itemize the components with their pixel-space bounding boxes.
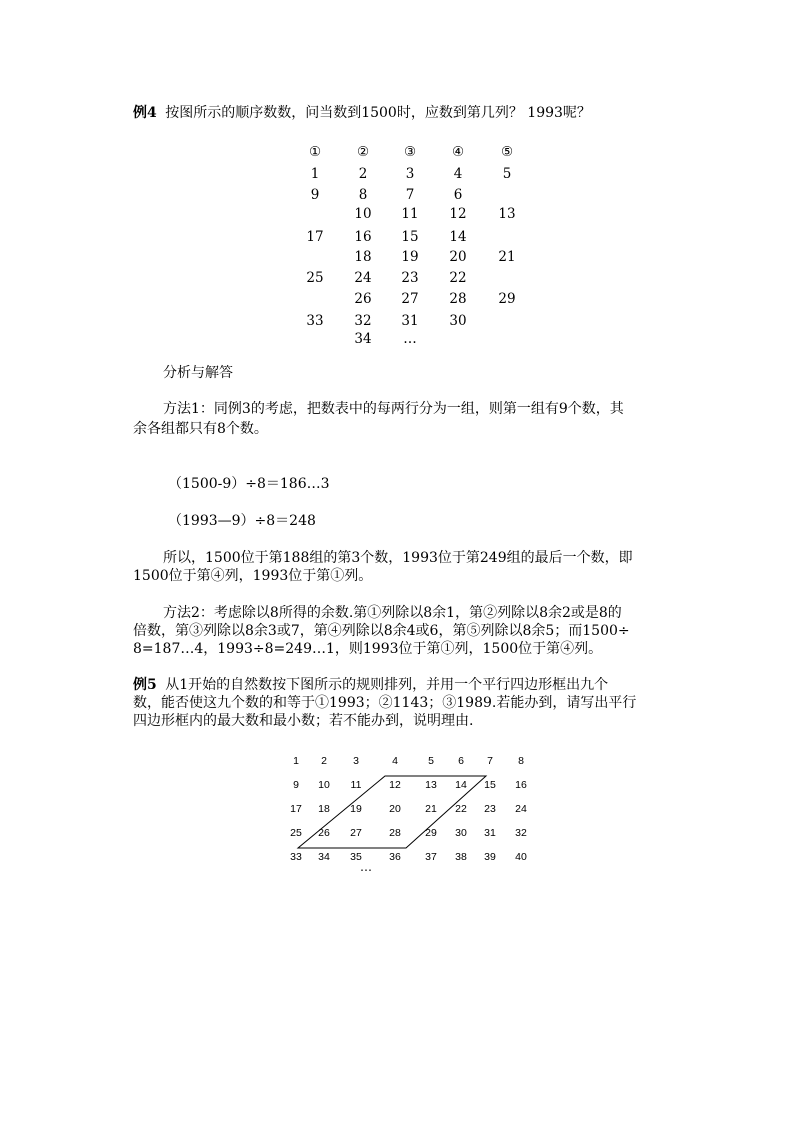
grid-cell: 7 <box>487 755 493 767</box>
table-cell: 13 <box>498 206 516 222</box>
grid-cell: 37 <box>425 851 437 863</box>
table-cell: 34 <box>354 331 372 347</box>
table-cell: 29 <box>498 291 516 307</box>
grid-cell: 34 <box>318 851 330 863</box>
table-cell: 33 <box>306 313 324 329</box>
grid-cell: 2 <box>321 755 327 767</box>
grid-cell: 17 <box>290 803 302 815</box>
example5-label: 例5 <box>133 677 157 693</box>
table-cell: 22 <box>449 270 467 286</box>
grid-cell: 40 <box>515 851 527 863</box>
example4-question: 按图所示的顺序数数，问当数到1500时，应数到第几列？ 1993呢？ <box>165 105 591 121</box>
grid-cell: 28 <box>389 827 401 839</box>
grid-cell: 9 <box>293 779 299 791</box>
grid-cell: 1 <box>293 755 299 767</box>
grid-cell: 23 <box>484 803 496 815</box>
example5-question-line-1: 从1开始的自然数按下图所示的规则排列，并用一个平行四边形框出九个 <box>165 677 609 693</box>
grid-cell: 30 <box>455 827 467 839</box>
table-cell: 4 <box>453 166 463 182</box>
table-cell: 5 <box>502 166 512 182</box>
grid-cell: 29 <box>425 827 437 839</box>
table-cell: 14 <box>449 229 467 245</box>
grid-cell: 31 <box>484 827 496 839</box>
grid-cell: 10 <box>318 779 330 791</box>
table-header-4: ④ <box>451 144 465 160</box>
method2-line-1: 方法2：考虑除以8所得的余数.第①列除以8余1，第②列除以8余2或是8的 <box>163 605 622 621</box>
table-cell: 9 <box>310 187 320 203</box>
table-cell: 23 <box>401 270 419 286</box>
table-cell: 6 <box>453 187 463 203</box>
example5-question-line-2: 数，能否使这九个数的和等于①1993；②1143；③1989.若能办到，请写出平行 <box>133 695 637 711</box>
formula-1: （1500-9）÷8＝186…3 <box>168 476 330 492</box>
table-cell: 30 <box>449 313 467 329</box>
analysis-title: 分析与解答 <box>163 365 233 381</box>
grid-cell: 33 <box>290 851 302 863</box>
grid-cell: 36 <box>389 851 401 863</box>
method1-line-2: 余各组都只有8个数。 <box>133 421 268 437</box>
grid-cell: 4 <box>392 755 398 767</box>
grid-cell: 25 <box>290 827 302 839</box>
table-cell: 26 <box>354 291 372 307</box>
table-cell: 31 <box>401 313 419 329</box>
table-cell: 25 <box>306 270 324 286</box>
table-header-1: ① <box>308 144 322 160</box>
table-cell: 1 <box>310 166 320 182</box>
conclusion-line-2: 1500位于第④列，1993位于第①列。 <box>133 568 373 584</box>
grid-cell: 11 <box>350 779 362 791</box>
grid-cell: 12 <box>389 779 401 791</box>
table-cell: 12 <box>449 206 467 222</box>
table-cell: 20 <box>449 249 467 265</box>
grid-cell: 20 <box>389 803 401 815</box>
table-cell: 19 <box>401 249 419 265</box>
grid-cell: 38 <box>455 851 467 863</box>
table-cell: 3 <box>405 166 415 182</box>
table-cell: 10 <box>354 206 372 222</box>
grid-cell: 39 <box>484 851 496 863</box>
table-cell: 16 <box>354 229 372 245</box>
table-cell: 11 <box>401 206 419 222</box>
grid-cell: 3 <box>353 755 359 767</box>
grid-cell: 24 <box>515 803 527 815</box>
example5-question-line-3: 四边形框内的最大数和最小数；若不能办到，说明理由. <box>133 713 474 729</box>
grid-cell: 22 <box>455 803 467 815</box>
grid-cell: 21 <box>425 803 437 815</box>
grid-cell: 14 <box>455 779 467 791</box>
table-cell: 21 <box>498 249 516 265</box>
table-cell: 8 <box>358 187 368 203</box>
grid-cell: 18 <box>318 803 330 815</box>
grid-cell: 27 <box>350 827 362 839</box>
table-cell: 15 <box>401 229 419 245</box>
grid-cell: 8 <box>518 755 524 767</box>
method2-line-2: 倍数，第③列除以8余3或7，第④列除以8余4或6，第⑤列除以8余5；而1500÷ <box>133 623 630 639</box>
example4-label: 例4 <box>133 105 157 121</box>
table-header-2: ② <box>356 144 370 160</box>
table-cell: 28 <box>449 291 467 307</box>
table-header-5: ⑤ <box>500 144 514 160</box>
grid-cell: 5 <box>428 755 434 767</box>
grid-cell: 16 <box>515 779 527 791</box>
table-cell: 24 <box>354 270 372 286</box>
grid-cell: 6 <box>458 755 464 767</box>
grid-cell: 19 <box>350 803 362 815</box>
example5-ellipsis: … <box>360 860 372 874</box>
table-cell: … <box>403 331 417 347</box>
table-cell: 27 <box>401 291 419 307</box>
table-cell: 32 <box>354 313 372 329</box>
grid-cell: 35 <box>350 851 362 863</box>
grid-cell: 32 <box>515 827 527 839</box>
table-cell: 2 <box>358 166 368 182</box>
table-header-3: ③ <box>403 144 417 160</box>
grid-cell: 13 <box>425 779 437 791</box>
formula-2: （1993—9）÷8＝248 <box>168 513 316 529</box>
conclusion-line-1: 所以，1500位于第188组的第3个数，1993位于第249组的最后一个数，即 <box>163 550 633 566</box>
table-cell: 7 <box>405 187 415 203</box>
grid-cell: 15 <box>484 779 496 791</box>
grid-cell: 26 <box>318 827 330 839</box>
table-cell: 17 <box>306 229 324 245</box>
method2-line-3: 8=187…4，1993÷8=249…1，则1993位于第①列，1500位于第④列。 <box>133 641 603 657</box>
table-cell: 18 <box>354 249 372 265</box>
method1-line-1: 方法1：同例3的考虑，把数表中的每两行分为一组，则第一组有9个数，其 <box>163 401 624 417</box>
